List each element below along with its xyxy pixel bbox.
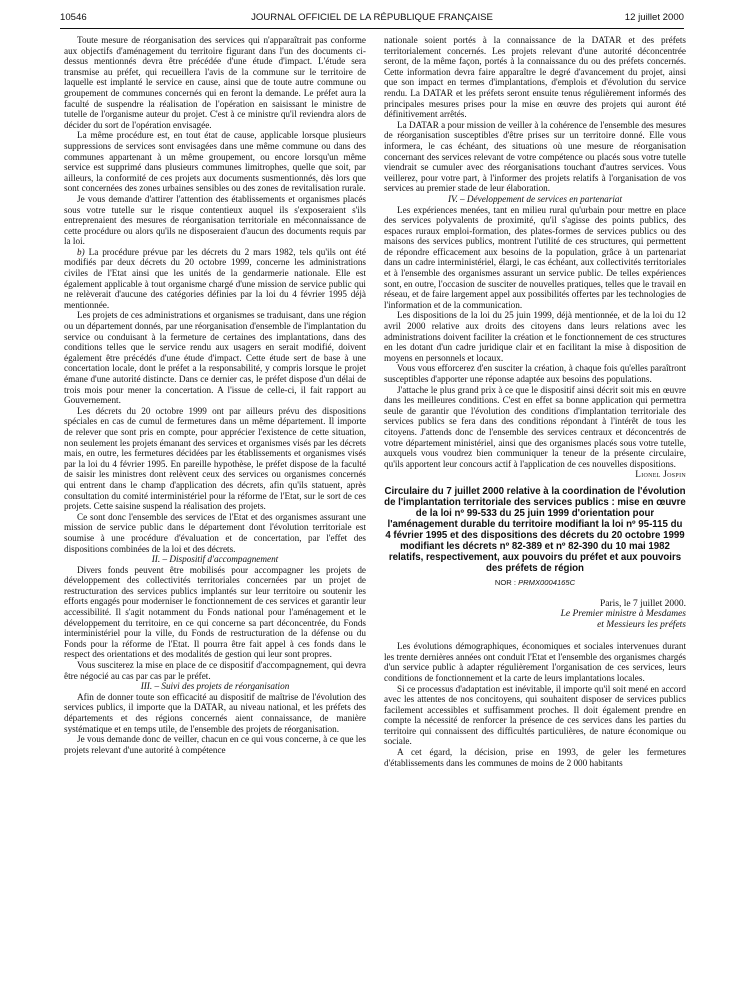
paragraph: Toute mesure de réorganisation des services qui n'apparaîtrait pas conforme aux objectifs d'aménagement du territoire figurant dans l'un des documents ci-dessus mentionnés devra être précédée d'une étude d'impact. L'étude sera transmise au préfet, qui recueillera l'avis de la commune sur le territoire de laquelle est implanté le service en cause, ainsi que de toute autre commune ou groupement de communes concernés qui en feront la demande. Le préfet aura la faculté de suspendre la réalisation de l'opération en saisissant le ministre de tutelle de l'organisme auteur du projet. C'est à ce ministre qu'il reviendra alors de décider du sort de l'opération envisagée. bbox=[64, 35, 366, 130]
paragraph: nationale soient portés à la connaissance de la DATAR et des préfets territorialement concernés. Les projets relevant d'une autorité déconcentrée seront, de la même façon, portés à la connaissance du ou des préfets concernés. Cette information devra faire apparaître le degré d'avancement du projet, ainsi que son impact en termes d'implantations, d'emplois et d'évolution du service rendu. La DATAR et les préfets seront ensuite tenus régulièrement informés des principales mesures prises pour la mise en œuvre des projets qui auront été définitivement arrêtés. bbox=[384, 35, 686, 120]
paragraph: Les expériences menées, tant en milieu rural qu'urbain pour mettre en place des services polyvalents de proximité, qu'il s'agisse des points publics, des espaces ruraux emploi-formation, des plates-formes de services publics ou des maisons des services publics, montrent l'utilité de ces structures, qui permettent de répondre efficacement aux besoins de la population, grâce à un partenariat dans un cadre interministériel, élargi, le cas échéant, aux collectivités territoriales et à l'ensemble des organismes assurant un service public. De telles expériences sont, en outre, l'occasion de susciter de nouvelles pratiques, telles que le travail en réseau, et de faire largement appel aux possibilités offertes par les technologies de l'information et de la communication. bbox=[384, 204, 686, 310]
paragraph: Afin de donner toute son efficacité au dispositif de maîtrise de l'évolution des services publics, il importe que la DATAR, au niveau national, et les préfets des départements et des régions concernés aient connaissance, de manière systématique et en temps utile, de l'ensemble des projets de réorganisation. bbox=[64, 691, 366, 734]
paragraph: A cet égard, la décision, prise en 1993, de geler les fermetures d'établissements dans les communes de moins de 2 000 habitants bbox=[384, 747, 686, 768]
paragraph: Si ce processus d'adaptation est inévitable, il importe qu'il soit mené en accord avec les attentes de nos concitoyens, qui souhaitent disposer de services publics facilement accessibles et suffisamment proches. Il doit également prendre en compte la nécessité de renforcer la présence de ces services dans les parties du territoire qui connaissent des difficultés particulières, de nature économique ou sociale. bbox=[384, 683, 686, 747]
paragraph: Vous vous efforcerez d'en susciter la création, à chaque fois qu'elles paraîtront susceptibles d'apporter une réponse adaptée aux besoins des populations. bbox=[384, 363, 686, 384]
paragraph: Je vous demande d'attirer l'attention des établissements et organismes placés sous votre tutelle sur le risque contentieux auquel ils s'exposeraient s'ils entreprenaient des mesures de réorganisation territoriale en méconnaissance de cette procédure ou alors qu'ils ne disposeraient d'aucun des documents requis par la loi. bbox=[64, 193, 366, 247]
addressee-line: Le Premier ministre à Mesdames bbox=[560, 609, 686, 620]
page-number: 10546 bbox=[60, 12, 87, 23]
paragraph: Les projets de ces administrations et organismes se traduisant, dans une région ou un département donnés, par une réorganisation d'ensemble de l'implantation du service ou conduisant à la fermeture de certaines des implantations, dans des conditions telles que le service rendu aux usagers en serait modifié, doivent également être précédés d'une étude d'impact. Cette étude sert de base à une concertation locale, dont le préfet a la responsabilité, y compris lorsque le projet émane d'une autorité distincte. Dans ce dernier cas, le préfet dispose d'un délai de trois mois pour mener la concertation. A l'issue de celle-ci, il fait rapport au Gouvernement. bbox=[64, 310, 366, 406]
item-label: b) bbox=[77, 246, 85, 257]
page-header bbox=[60, 10, 684, 26]
right-column bbox=[384, 35, 686, 985]
paragraph: Les décrets du 20 octobre 1999 ont par ailleurs prévu des dispositions spéciales en cas de cumul de fermetures dans un même département. Il importe de relever que sont pris en compte, pour apprécier l'existence de cette situation, non seulement les projets émanant des services et organismes visés par les décrets mais, en outre, les fermetures décidées par les établissements et organismes visés par la loi du 4 février 1995. En pareille hypothèse, le préfet dispose de la faculté de saisir les ministres dont relèvent ceux des services ou organismes concernés qui entrent dans le champ d'application des décrets, afin qu'ils statuent, après consultation du comité interministériel pour la réforme de l'Etat, sur le sort de ces projets. Cette saisine suspend la réalisation des projets. bbox=[64, 405, 366, 512]
paragraph: Les dispositions de la loi du 25 juin 1999, déjà mentionnée, et de la loi du 12 avril 2000 relative aux droits des citoyens dans leurs relations avec les administrations doivent faciliter la création et le fonctionnement de ces structures en les dotant d'un cadre juridique clair et en facilitant la mise à disposition de moyens en personnels et locaux. bbox=[384, 310, 686, 363]
paragraph: J'attache le plus grand prix à ce que le dispositif ainsi décrit soit mis en œuvre dans les meilleures conditions. C'est en effet sa bonne application qui permettra seule de garantir que l'évolution des conditions d'implantation territoriale des services publics se fera dans des conditions répondant à l'intérêt de tous les citoyens. J'attends donc de l'ensemble des services centraux et déconcentrés de votre département ministériel, ainsi que des organismes placés sous votre tutelle, auxquels vous voudrez bien communiquer la teneur de la présente circulaire, qu'ils apportent leur concours actif à l'application de ces nouvelles dispositions. bbox=[384, 384, 686, 469]
paragraph-text: La procédure prévue par les décrets du 2 mars 1982, tels qu'ils ont été modifiés par deux décrets du 20 octobre 1999, concerne les administrations civiles de l'Etat ainsi que les unités de la gendarmerie nationale. Elle est également applicable à tout organisme chargé d'une mission de service public qui ne relèverait d'aucune des catégories définies par la loi du 4 février 1995 déjà mentionnée. bbox=[64, 246, 366, 310]
paragraph: Divers fonds peuvent être mobilisés pour accompagner les projets de développement des collectivités territoriales concernées par un projet de restructuration des services publics implantés sur leur territoire ou soutenir les efforts engagés pour moderniser le fonctionnement de ces services et garantir leur accessibilité. Il s'agit notamment du Fonds national pour l'aménagement et le développement du territoire, en ce qui concerne sa part déconcentrée, du Fonds interministériel pour la ville, du Fonds de restructuration de la défense ou du Fonds pour la réforme de l'Etat. Il pourra être fait appel à ces fonds dans le respect des orientations et des modalités de gestion qui leur sont propres. bbox=[64, 564, 366, 660]
paragraph: La DATAR a pour mission de veiller à la cohérence de l'ensemble des mesures de réorganisation susceptibles d'être prises sur un territoire donné. Elle vous informera, le cas échéant, des situations où une mesure de réorganisation concernant des services relevant de votre compétence ou placés sous votre tutelle viendrait se cumuler avec des réorganisations touchant d'autres services. Vous veillerez, pour votre part, à l'informer des projets relatifs à l'organisation de vos services au premier stade de leur élaboration. bbox=[384, 119, 686, 194]
paragraph: Vous susciterez la mise en place de ce dispositif d'accompagnement, qui devra être négocié au cas par cas par le préfet. bbox=[64, 660, 366, 681]
paragraph bbox=[64, 247, 366, 311]
journal-title: JOURNAL OFFICIEL DE LA RÉPUBLIQUE FRANÇAISE bbox=[251, 12, 493, 23]
section-heading: III. – Suivi des projets de réorganisation bbox=[140, 681, 290, 692]
place-date: Paris, le 7 juillet 2000. bbox=[599, 598, 686, 609]
left-column bbox=[64, 35, 366, 985]
header-rule bbox=[60, 28, 684, 29]
addressee-line: et Messieurs les préfets bbox=[597, 620, 686, 631]
circular-title: Circulaire du 7 juillet 2000 relative à la coordination de l'évolution de l'implantation territoriale des services publics : mise en œuvre de la loi nº 99-533 du 25 juin 1999 d'orientation pour l'aménagement durable du territoire modifiant la loi nº 95-115 du 4 février 1995 et des dispositions des décrets du 20 octobre 1999 modifiant les décrets nº 82-389 et nº 82-390 du 10 mai 1982 relatifs, respectivement, aux pouvoirs du préfet et aux pouvoirs des préfets de région bbox=[384, 485, 686, 574]
paragraph: La même procédure est, en tout état de cause, applicable lorsque plusieurs suppressions de services sont envisagées dans une même commune ou dans des communes appartenant à un même groupement, ou encore lorsqu'un même service est supprimé dans plusieurs communes limitrophes, quelle que soit, par ailleurs, la conformité de ces projets aux documents susmentionnés, dès lors que sont concernées des zones urbaines sensibles ou des zones de revitalisation rurale. bbox=[64, 130, 366, 194]
nor-label: NOR : bbox=[494, 577, 519, 587]
addressee bbox=[384, 609, 686, 631]
nor-code: PRMX0004165C bbox=[518, 577, 576, 587]
nor-reference bbox=[384, 578, 686, 589]
issue-date: 12 juillet 2000 bbox=[624, 12, 684, 23]
paragraph: Je vous demande donc de veiller, chacun en ce qui vous concerne, à ce que les projets relevant d'une autorité à compétence bbox=[64, 734, 366, 755]
paragraph: Ce sont donc l'ensemble des services de l'Etat et des organismes assurant une mission de service public dans le département dont l'évolution territoriale est soumise à une procédure d'évaluation et de concertation, par l'effet des dispositions combinées de la loi et des décrets. bbox=[64, 511, 366, 554]
section-heading: II. – Dispositif d'accompagnement bbox=[151, 554, 279, 565]
signature: Lionel Jospin bbox=[635, 469, 686, 480]
section-heading: IV. – Développement de services en partenariat bbox=[447, 193, 623, 204]
paragraph: Les évolutions démographiques, économiques et sociales intervenues durant les trente dernières années ont conduit l'Etat et l'ensemble des organismes chargés d'un service public à adapter régulièrement l'organisation de ces services, leurs conditions de fonctionnement et la carte de leurs implantations locales. bbox=[384, 641, 686, 683]
